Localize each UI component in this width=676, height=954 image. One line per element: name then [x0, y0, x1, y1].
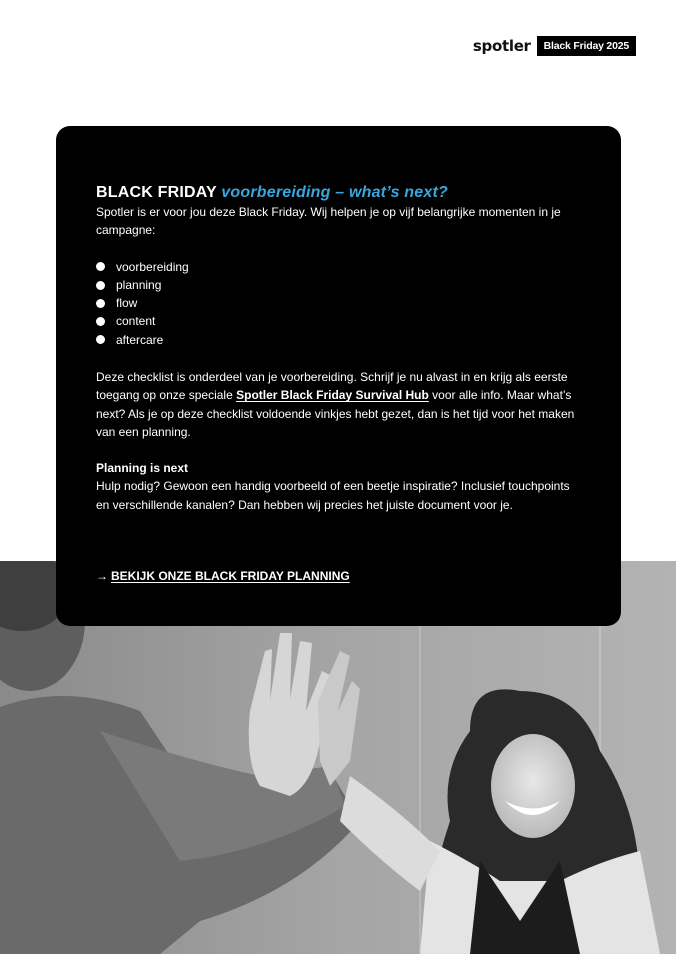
list-item-label: flow — [116, 296, 138, 311]
planning-cta-link[interactable]: BEKIJK ONZE BLACK FRIDAY PLANNING — [111, 569, 350, 583]
list-item-label: aftercare — [116, 332, 164, 347]
list-item-label: planning — [116, 277, 162, 292]
moments-list — [96, 258, 581, 349]
card-title-accent: voorbereiding – what’s next? — [221, 184, 448, 201]
survival-hub-link[interactable]: Spotler Black Friday Survival Hub — [236, 388, 429, 403]
bullet-icon — [96, 281, 105, 290]
list-item — [96, 331, 581, 349]
page-header — [473, 36, 636, 56]
list-item — [96, 312, 581, 330]
planning-text: Hulp nodig? Gewoon een handig voorbeeld of een beetje inspiratie? Inclusief touchpoints en verschillende kanalen? Dan hebben wij precies het juiste document voor je. — [96, 479, 570, 512]
planning-cta[interactable] — [96, 567, 350, 585]
bullet-icon — [96, 317, 105, 326]
card-title-main: BLACK FRIDAY — [96, 184, 217, 201]
list-item-label: content — [116, 314, 156, 329]
list-item — [96, 294, 581, 312]
checklist-paragraph — [96, 368, 581, 441]
bullet-icon — [96, 335, 105, 344]
planning-heading: Planning is next — [96, 461, 189, 476]
bullet-icon — [96, 299, 105, 308]
bullet-icon — [96, 262, 105, 271]
arrow-right-icon: → — [96, 569, 108, 583]
intro-text: Spotler is er voor jou deze Black Friday. Wij helpen je op vijf belangrijke momenten in je campagne: — [96, 205, 561, 238]
card-title — [96, 183, 581, 203]
checklist-text-after: voor alle info. Maar what’s next? Als je op deze checklist voldoende vinkjes hebt gezet, dan is het tijd voor het maken van een planning. — [96, 388, 575, 439]
checklist-text-before: Deze checklist is onderdeel van je voorbereiding. Schrijf je nu alvast in en krijg als eerste toegang op onze speciale — [96, 370, 568, 403]
list-item-label: voorbereiding — [116, 259, 189, 274]
spotler-logo: spotler — [472, 37, 531, 55]
list-item — [96, 276, 581, 294]
list-item — [96, 258, 581, 276]
event-badge: Black Friday 2025 — [537, 36, 636, 56]
info-card — [56, 126, 621, 626]
